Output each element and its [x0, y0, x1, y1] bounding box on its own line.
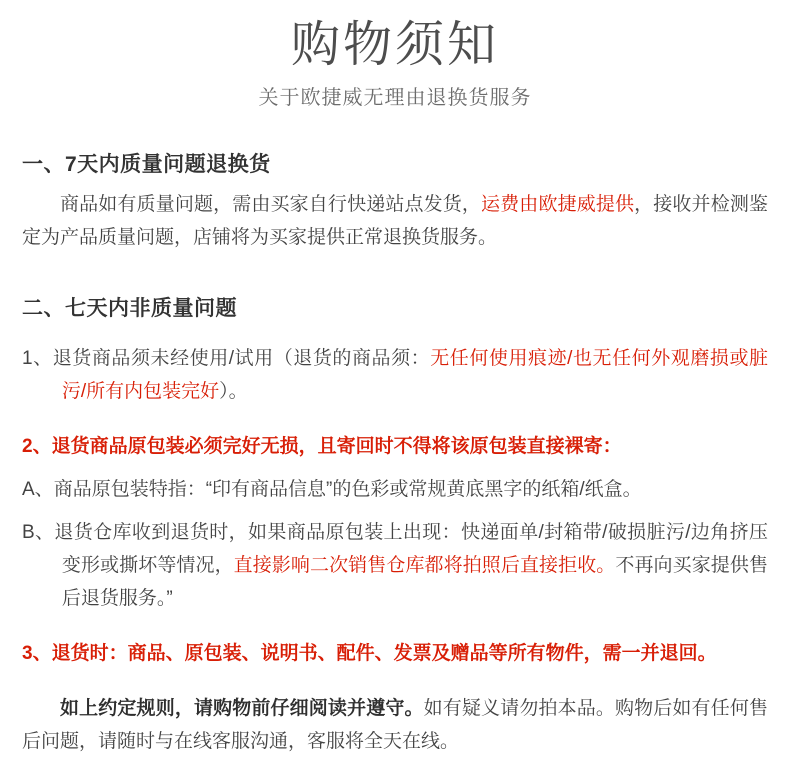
spacer: [22, 463, 768, 473]
section-1-paragraph: [22, 188, 768, 254]
notice-content: [0, 150, 790, 758]
list-item-3: [22, 637, 768, 670]
list-item-1-part1: 退货商品须未经使用/试用（退货的商品须：: [52, 348, 431, 369]
page-title: 购物须知: [290, 18, 499, 72]
spacer: [22, 615, 768, 637]
spacer: [22, 670, 768, 692]
list-item-2-text: 退货商品原包装必须完好无损，且寄回时不得将该原包装直接裸寄：: [51, 436, 622, 457]
list-item-1-highlight: 无任何使用痕迹/也无任何外观磨损或脏污/所有内包装完好: [61, 348, 769, 402]
spacer: [22, 332, 768, 342]
list-item-a-text: 商品原包装特指：“印有商品信息”的色彩或常规黄底黑字的纸箱/纸盒。: [53, 479, 642, 500]
list-item-2: [22, 430, 768, 463]
list-item-3-text: 退货时：商品、原包装、说明书、配件、发票及赠品等所有物件，需一并退回。: [51, 643, 717, 664]
section-heading-non-quality-return: 二、七天内非质量问题: [22, 297, 237, 320]
section-1-text-highlight: 运费由欧捷威提供: [481, 194, 635, 215]
list-item-b: [22, 516, 768, 615]
list-item-b-highlight: 直接影响二次销售仓库都将拍照后直接拒收。: [233, 555, 616, 576]
list-item-1: [22, 342, 768, 408]
closing-paragraph-rest: 如有疑义请勿拍本品。购物后如有任何售后问题，请随时与在线客服沟通，客服将全天在线。: [22, 698, 768, 752]
list-item-1-part2: ）。: [219, 381, 248, 402]
closing-paragraph: [22, 692, 768, 758]
list-item-1-marker: 1、: [22, 348, 53, 369]
list-item-3-marker: 3、: [22, 643, 52, 664]
spacer: [22, 408, 768, 430]
page-subtitle: 关于欧捷威无理由退换货服务: [258, 87, 532, 109]
list-item-a: [22, 473, 768, 506]
list-item-a-marker: A、: [22, 479, 54, 500]
spacer: [22, 506, 768, 516]
closing-paragraph-bold: 如上约定规则，请购物前仔细阅读并遵守。: [60, 698, 424, 719]
list-item-b-part1: 退货仓库收到退货时，如果商品原包装上出现：快递面单/封箱带/破损脏污/边角挤压变形或撕坏等情况，: [54, 522, 768, 576]
list-item-b-marker: B、: [22, 522, 55, 543]
list-item-2-marker: 2、: [22, 436, 52, 457]
list-item-b-part2: 不再向买家提供售后退货服务。”: [61, 555, 768, 609]
section-heading-quality-return: 一、7天内质量问题退换货: [22, 153, 271, 176]
section-1-text-part1: 商品如有质量问题，需由买家自行快递站点发货，: [60, 194, 482, 215]
page-header: [0, 0, 790, 112]
section-1-text-part2: ，接收并检测鉴定为产品质量问题，店铺将为买家提供正常退换货服务。: [22, 194, 768, 248]
